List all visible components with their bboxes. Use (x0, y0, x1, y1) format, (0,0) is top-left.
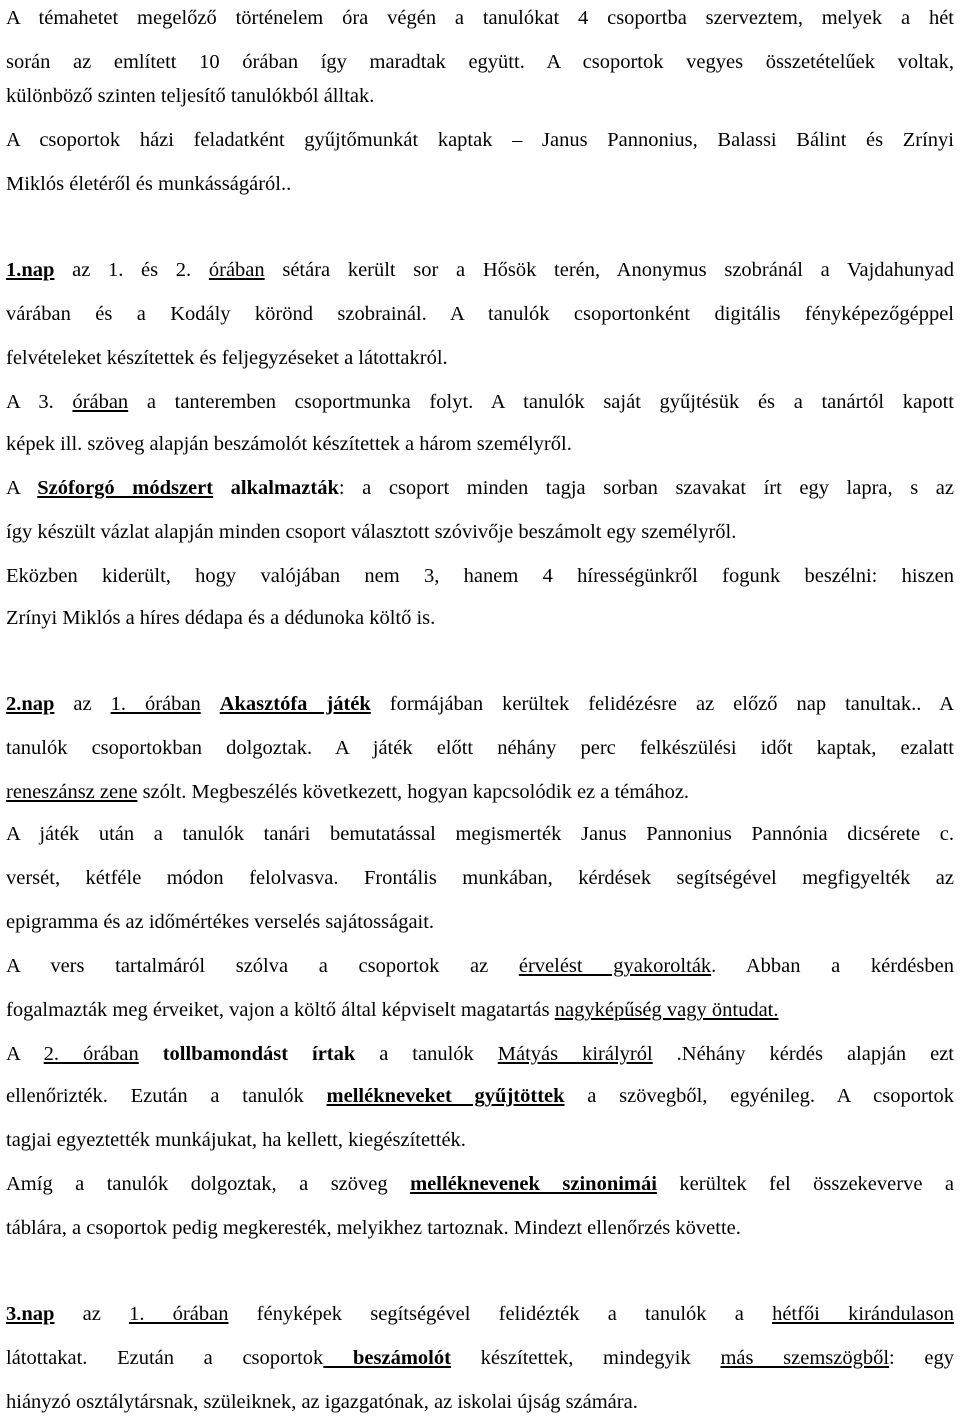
text-segment: : egy (889, 1347, 954, 1369)
text-segment: formájában kerültek felidézésre az előző nap tanultak.. A (370, 693, 954, 715)
text-segment: Szóforgó módszert (37, 477, 214, 499)
text-line (6, 690, 954, 718)
text-segment: reneszánsz zene (6, 781, 138, 803)
text-segment: versét, kétféle módon felolvasva. Frontális munkában, kérdések segítségével megfigyelték az (6, 867, 954, 889)
text-line (6, 1126, 954, 1154)
text-line (6, 1082, 954, 1110)
text-line (6, 388, 954, 416)
text-segment: A csoportok házi feladatként gyűjtőmunkát kaptak – Janus Pannonius, Balassi Bálint és Zrínyi (6, 129, 954, 151)
text-segment: az (54, 693, 111, 715)
text-segment: látottakat. Ezután a csoportok (6, 1347, 324, 1369)
text-line (6, 4, 954, 32)
text-segment: epigramma és az időmértékes verselés sajátosságait. (6, 911, 435, 933)
text-segment: az (54, 1303, 130, 1325)
text-segment: a szövegből, egyénileg. A csoportok (564, 1085, 954, 1107)
text-line (6, 908, 954, 936)
text-segment: így készült vázlat alapján minden csoport választott szóvivője beszámolt egy személyről. (6, 521, 737, 543)
text-segment: sétára került sor a Hősök terén, Anonymus szobránál a Vajdahunyad (264, 259, 954, 281)
text-line (6, 562, 954, 590)
text-line (6, 48, 954, 76)
text-segment: Zrínyi Miklós a híres dédapa és a dédunoka költő is. (6, 607, 436, 629)
text-segment: hétfői kirándulason (772, 1303, 954, 1325)
text-segment: szólt. Megbeszélés következett, hogyan kapcsolódik ez a témához. (137, 781, 690, 803)
text-segment: 1. órában (129, 1303, 229, 1325)
text-segment (139, 1043, 163, 1065)
text-segment: 2. órában (43, 1043, 139, 1065)
text-segment: órában (72, 391, 129, 413)
text-line (6, 864, 954, 892)
text-segment: felvételeket készítettek és feljegyzéseket a látottakról. (6, 347, 448, 369)
text-segment: várában és a Kodály körönd szobrainál. A tanulók csoportonként digitális fényképezőgéppel (6, 303, 954, 325)
text-line (6, 1214, 954, 1242)
text-line (6, 604, 954, 632)
text-line (6, 82, 954, 110)
text-segment: a tanulók (355, 1043, 498, 1065)
text-segment: az 1. és 2. (54, 259, 209, 281)
text-segment: más szemszögből (720, 1347, 890, 1369)
text-segment: során az említett 10 órában így maradtak együtt. A csoportok vegyes összetételűek voltak, (6, 51, 954, 73)
text-line (6, 256, 954, 284)
text-segment (213, 477, 231, 499)
text-segment: alkalmazták (230, 477, 339, 499)
text-segment: tollbamondást írtak (162, 1043, 356, 1065)
text-segment: Miklós életéről és munkásságáról.. (6, 173, 292, 195)
text-line (6, 300, 954, 328)
text-segment: 1.nap (6, 259, 55, 281)
text-line (6, 952, 954, 980)
text-segment: fényképek segítségével felidézték a tanulók a (228, 1303, 773, 1325)
text-line (6, 820, 954, 848)
text-line (6, 170, 954, 198)
text-line (6, 1344, 954, 1372)
text-segment: Mátyás királyról (497, 1043, 653, 1065)
text-segment: érvelést gyakorolták (518, 955, 712, 977)
text-line (6, 430, 954, 458)
text-segment: tanulók csoportokban dolgoztak. A játék előtt néhány perc felkészülési időt kaptak, ezalatt (6, 737, 954, 759)
text-segment: órában (208, 259, 265, 281)
text-segment: A 3. (6, 391, 73, 413)
text-segment: nagyképűség vagy öntudat. (554, 999, 779, 1021)
text-segment: A vers tartalmáról szólva a csoportok az (6, 955, 519, 977)
text-segment: beszámolót (323, 1347, 451, 1369)
text-line (6, 474, 954, 502)
text-line (6, 1040, 954, 1068)
text-segment: 3.nap (6, 1303, 55, 1325)
text-segment: melléknevenek szinonimái (410, 1173, 657, 1195)
text-segment: Eközben kiderült, hogy valójában nem 3, hanem 4 hírességünkről fogunk beszélni: hiszen (6, 565, 954, 587)
text-line (6, 1300, 954, 1328)
text-segment: A (6, 477, 38, 499)
text-segment: képek ill. szöveg alapján beszámolót készítettek a három személyről. (6, 433, 572, 455)
text-segment: mellékneveket gyűjtöttek (326, 1085, 565, 1107)
text-segment: Akasztófa játék (219, 693, 371, 715)
text-segment: A témahetet megelőző történelem óra végén a tanulókat 4 csoportba szerveztem, melyek a hét (6, 7, 954, 29)
text-line (6, 996, 954, 1024)
text-line (6, 1388, 954, 1416)
text-segment: A játék után a tanulók tanári bemutatással megismerték Janus Pannonius Pannónia dicsérete c. (6, 823, 954, 845)
text-segment: készítettek, mindegyik (450, 1347, 721, 1369)
text-line (6, 344, 954, 372)
text-segment: 2.nap (6, 693, 55, 715)
text-segment: .Néhány kérdés alapján ezt (652, 1043, 954, 1065)
text-line (6, 518, 954, 546)
text-segment: a tanteremben csoportmunka folyt. A tanulók saját gyűjtésük és a tanártól kapott (128, 391, 954, 413)
text-segment: kerültek fel összekeverve a (656, 1173, 954, 1195)
text-segment: fogalmazták meg érveiket, vajon a költő által képviselt magatartás (6, 999, 555, 1021)
text-segment: ellenőrizték. Ezután a tanulók (6, 1085, 327, 1107)
text-segment: hiányzó osztálytársnak, szüleiknek, az igazgatónak, az iskolai újság számára. (6, 1391, 638, 1413)
text-segment: tagjai egyeztették munkájukat, ha kellett, kiegészítették. (6, 1129, 466, 1151)
text-segment: : a csoport minden tagja sorban szavakat írt egy lapra, s az (338, 477, 954, 499)
text-segment: 1. órában (110, 693, 201, 715)
text-segment: különböző szinten teljesítő tanulókból álltak. (6, 85, 375, 107)
text-line (6, 734, 954, 762)
text-line (6, 126, 954, 154)
text-segment: . Abban a kérdésben (711, 955, 954, 977)
text-segment: táblára, a csoportok pedig megkeresték, melyikhez tartoznak. Mindezt ellenőrzés követte. (6, 1217, 741, 1239)
text-segment (201, 693, 220, 715)
text-line (6, 778, 954, 806)
text-segment: Amíg a tanulók dolgoztak, a szöveg (6, 1173, 411, 1195)
text-segment: A (6, 1043, 44, 1065)
text-line (6, 1170, 954, 1198)
